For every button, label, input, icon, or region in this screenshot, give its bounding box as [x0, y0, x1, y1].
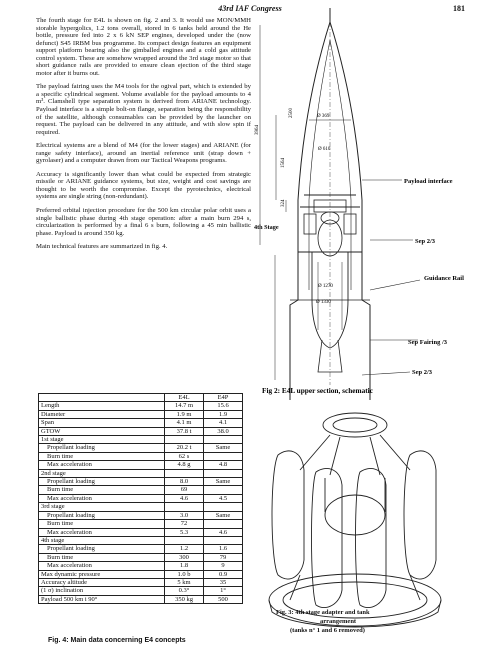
- table-cell-e4p: 500: [204, 595, 243, 603]
- table-cell-e4l: 1.8: [165, 562, 204, 570]
- figure2-caption: Fig 2: E4L upper section, schematic: [262, 386, 373, 395]
- dimension-label: Ø 369: [317, 114, 330, 119]
- table-cell-e4p: 4.8: [204, 461, 243, 469]
- table-cell-e4p: 9: [204, 562, 243, 570]
- table-cell-e4l: 8.0: [165, 478, 204, 486]
- table-cell-e4p: 1.9: [204, 410, 243, 418]
- dimension-label: 2500: [289, 108, 294, 118]
- table-cell-e4l: 1.0 b: [165, 570, 204, 578]
- figure3-caption-line3: (tanks n° 1 and 6 removed): [290, 627, 365, 634]
- table-row-label: (1 σ) inclination: [39, 587, 165, 595]
- table-cell-e4l: 4.6: [165, 494, 204, 502]
- table-cell-e4l: 3.0: [165, 511, 204, 519]
- label-guidance-rail: Guidance Rail: [424, 275, 464, 282]
- table-cell-e4l: 4.1 m: [165, 419, 204, 427]
- table-row-label: Max acceleration: [39, 461, 165, 469]
- table-row-label: Max acceleration: [39, 494, 165, 502]
- table-cell-e4p: 15.6: [204, 402, 243, 410]
- table-row-label: 2nd stage: [39, 469, 165, 477]
- table-row-label: Diameter: [39, 410, 165, 418]
- table-cell-e4l: 350 kg: [165, 595, 204, 603]
- dimension-label: 3964: [255, 125, 260, 135]
- table-cell-e4p: Same: [204, 478, 243, 486]
- table-cell-e4l: 20.2 t: [165, 444, 204, 452]
- table-cell-e4l: 72: [165, 520, 204, 528]
- dimension-label: Ø 610: [318, 147, 331, 152]
- paragraph-accuracy: Accuracy is significantly lower than what could be expected from strategic missile or ARIANE guidance systems, but size, weight and cost savings are thought to be worth the compromise. Except the pyrotechnics, electrical systems are single string (non-redundant).: [36, 170, 251, 201]
- label-fourth-stage: 4th Stage: [254, 224, 279, 231]
- paragraph-payload-fairing: The payload fairing uses the M4 tools for the ogival part, which is extended by a specific cylindrical segment. Volume available for the payload amounts to 4 m³. Clamshell type separation system is derived from ARIANE technology. Payload interface is a simple bolt-on flange, separation being the responsibility of the satellite, although consumables can be provided by the launcher on request. The payload can be delivered in any attitude, and with slow spin if required.: [36, 83, 251, 136]
- table-cell-e4l: 4.8 g: [165, 461, 204, 469]
- table-cell-e4l: 5.3: [165, 528, 204, 536]
- table-cell-e4l: 69: [165, 486, 204, 494]
- dimension-label: Ø 1270: [318, 284, 333, 289]
- table-cell-e4p: 1°: [204, 587, 243, 595]
- table-cell-e4p: Same: [204, 511, 243, 519]
- table-row-label: Propellant loading: [39, 545, 165, 553]
- paragraph-fourth-stage: The fourth stage for E4L is shown on fig. 2 and 3. It would use MON/MMH storable hypergolics, 1.2 tons overall, stored in 6 tanks held around the He bottle, pressure fed into 2 x 6 kN SEP engines, developed under the (now defunct) S45 IRBM bus programme. Its compact design features an equipment support platform bearing also the gimballed engines and a cold gas attitude control system. These are somehow wrapped around the 3rd stage motor so that short guidance rails are provided to ensure clean ejection of the third stage motor after it burns out.: [36, 17, 251, 77]
- page-header-conference: 43rd IAF Congress: [218, 4, 282, 13]
- table-cell-e4l: 5 km: [165, 578, 204, 586]
- dimension-label: 324: [281, 199, 286, 207]
- paragraph-table-intro: Main technical features are summarized in fig. 4.: [36, 243, 168, 251]
- table-row-label: Propellant loading: [39, 511, 165, 519]
- table-row-label: Payload 500 km i 90°: [39, 595, 165, 603]
- table-row-label: Propellant loading: [39, 444, 165, 452]
- table-row-label: Propellant loading: [39, 478, 165, 486]
- table-cell-e4l: 1.2: [165, 545, 204, 553]
- table-row-label: 3rd stage: [39, 503, 165, 511]
- table-cell-e4p: Same: [204, 444, 243, 452]
- table-row-label: GTOW: [39, 427, 165, 435]
- table-cell-e4l: 1.9 m: [165, 410, 204, 418]
- table-cell-e4l: 37.8 t: [165, 427, 204, 435]
- table-row-label: Burn time: [39, 553, 165, 561]
- table-row-label: Burn time: [39, 520, 165, 528]
- table-row-label: Burn time: [39, 486, 165, 494]
- figure3-caption-line1: Fig. 3: 4th stage adapter and tank: [276, 609, 370, 616]
- table-cell-e4p: 35: [204, 578, 243, 586]
- table-row-label: Max acceleration: [39, 528, 165, 536]
- table-cell-e4l: 0.3°: [165, 587, 204, 595]
- label-sep-23-top: Sep 2/3: [415, 238, 436, 245]
- table-cell-e4p: 4.6: [204, 528, 243, 536]
- table-cell-e4l: 14.7 m: [165, 402, 204, 410]
- table-row-label: Length: [39, 402, 165, 410]
- table-cell-e4p: 1.6: [204, 545, 243, 553]
- table-row-label: 1st stage: [39, 436, 165, 444]
- table-cell-e4p: 4.5: [204, 494, 243, 502]
- table-row-label: 4th stage: [39, 536, 165, 544]
- table-row-label: Max acceleration: [39, 562, 165, 570]
- table-cell-e4p: 38.0: [204, 427, 243, 435]
- table-cell-e4p: 4.1: [204, 419, 243, 427]
- table-cell-e4p: 0.9: [204, 570, 243, 578]
- table-row-label: Max dynamic pressure: [39, 570, 165, 578]
- table-row-label: Span: [39, 419, 165, 427]
- label-sep-fairing: Sep Fairing /3: [408, 339, 448, 346]
- label-payload-interface: Payload interface: [404, 178, 453, 185]
- table-cell-e4l: 62 s: [165, 452, 204, 460]
- table-cell-e4p: 79: [204, 553, 243, 561]
- table-row-label: Burn time: [39, 452, 165, 460]
- table-header-cell: E4L: [165, 394, 204, 402]
- page-number: 181: [453, 4, 465, 13]
- figure4-caption: Fig. 4: Main data concerning E4 concepts: [48, 637, 186, 644]
- table-cell-e4l: 300: [165, 553, 204, 561]
- dimension-label: Ø 1330: [316, 300, 331, 305]
- figure3-caption-line2: arrangement: [320, 618, 357, 625]
- table-header-cell: E4P: [204, 394, 243, 402]
- label-sep-23-bottom: Sep 2/3: [412, 369, 433, 376]
- table-row-label: Accuracy altitude: [39, 578, 165, 586]
- paragraph-electrical: Electrical systems are a blend of M4 (for the lower stages) and ARIANE (for range safety interface), around an inertial reference unit (strap down + gyrolaser) and a computer drawn from our Tactical Weapons programs.: [36, 142, 251, 165]
- paragraph-injection: Preferred orbital injection procedure for the 500 km circular polar orbit uses a single ballistic phase during 4th stage operation: after a main burn 294 s, circularization is performed by a final 6 s burn, following a 45 min ballistic phase. Payload is around 350 kg.: [36, 207, 251, 237]
- dimension-label: 1564: [281, 158, 286, 168]
